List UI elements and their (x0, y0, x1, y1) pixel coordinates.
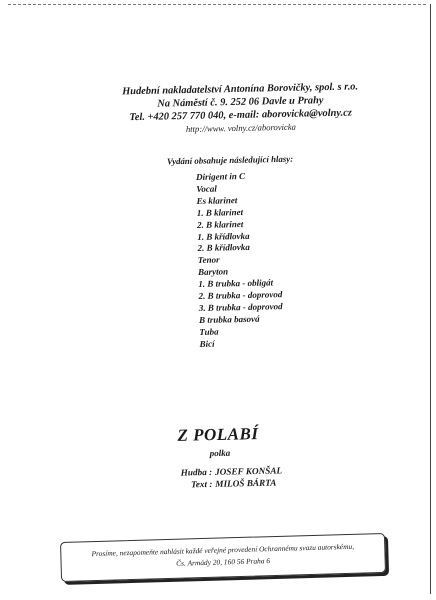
contents-intro: Vydání obsahuje následující hlasy: (166, 153, 294, 167)
list-item: Tuba (199, 326, 219, 337)
list-item: 2. B trubka - doprovod (198, 289, 283, 302)
publisher-block (90, 80, 391, 138)
list-item: 2. B klarinet (196, 218, 244, 230)
list-item: 1. B křídlovka (197, 230, 250, 242)
text-author: MILOŠ BÁRTA (215, 477, 277, 489)
publisher-contact: Tel. +420 257 770 040, e-mail: aborovicka@volny.cz (129, 107, 352, 124)
list-item: 3. B trubka - doprovod (198, 301, 283, 313)
page-title: Z POLABÍ (177, 424, 259, 445)
music-author: JOSEF KONŠAL (215, 465, 283, 477)
publisher-address: Na Náměstí č. 9. 252 06 Davle u Prahy (157, 95, 324, 110)
list-item: B trubka basová (198, 313, 260, 325)
list-item: Dirigent in C (196, 170, 246, 182)
notice-line-2: Čs. Armády 20, 160 56 Praha 6 (176, 556, 271, 568)
top-border-line (8, 4, 426, 5)
list-item: Bicí (199, 338, 215, 349)
list-item: Vocal (196, 183, 217, 194)
copyright-notice-box (60, 533, 386, 582)
right-border-line (430, 4, 431, 594)
credits-block (160, 464, 320, 491)
genre-subtitle: polka (209, 447, 231, 459)
music-label: Hudba : (180, 466, 213, 478)
list-item: 1. B trubka - obligát (198, 277, 274, 290)
text-label: Text : (190, 478, 213, 490)
publisher-name: Hudební nakladatelství Antonína Borovičky, spol. s r.o. (122, 81, 359, 98)
list-item: Es klarinet (196, 194, 238, 206)
list-item: Baryton (197, 266, 229, 278)
parts-list (196, 169, 330, 350)
list-item: 2. B křídlovka (197, 242, 250, 254)
list-item: 1. B klarinet (196, 206, 244, 218)
publisher-website: http://www. volny.cz/aborovicka (185, 121, 297, 134)
text-credit (160, 476, 320, 491)
notice-line-1: Prosíme, nezapomeňte nahlásit každé veřejné provedení Ochrannému svazu autorskému, (91, 541, 355, 559)
list-item: Tenor (197, 254, 220, 266)
